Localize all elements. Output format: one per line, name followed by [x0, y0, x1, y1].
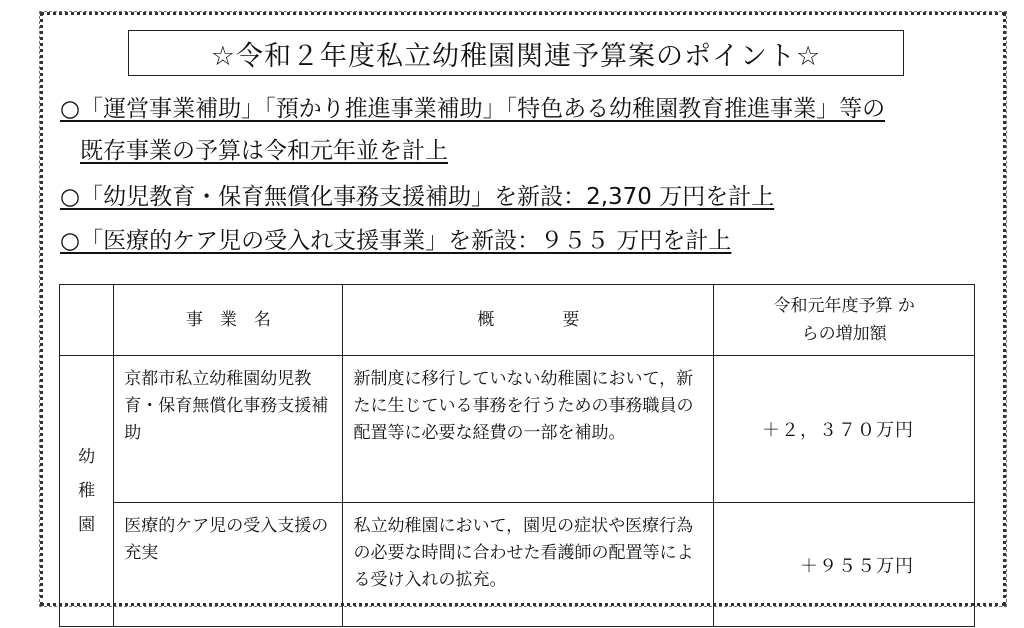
header-blank	[60, 285, 114, 356]
category-cell	[60, 356, 114, 627]
row-1-name: 京都市私立幼稚園幼児教育・保育無償化事務支援補助	[114, 356, 343, 503]
row-2-summary: 私立幼稚園において，園児の症状や医療行為の必要な時間に合わせた看護師の配置等による受け入れの拡充。	[343, 503, 714, 627]
header-increase	[714, 285, 975, 356]
table-header-row	[60, 285, 975, 356]
row-1-summary: 新制度に移行していない幼稚園において，新たに生じている事務を行うための事務職員の配置等に必要な経費の一部を補助。	[343, 356, 714, 503]
header-project-name: 事 業 名	[114, 285, 343, 356]
table-row	[60, 503, 975, 627]
header-summary: 概 要	[343, 285, 714, 356]
point-1-line-2: 既存事業の予算は令和元年並を計上	[80, 138, 448, 164]
row-2-amount: ＋９５５万円	[714, 503, 975, 627]
point-2: ○「幼児教育・保育無償化事務支援補助」を新設：2,370 万円を計上	[60, 184, 775, 210]
budget-table	[59, 284, 975, 627]
row-2-name: 医療的ケア児の受入支援の充実	[114, 503, 343, 627]
row-1-amount: ＋２，３７０万円	[714, 356, 975, 503]
page-title: ☆令和２年度私立幼稚園関連予算案のポイント☆	[128, 30, 904, 76]
header-increase-text: 令和元年度予算 からの増加額	[773, 296, 915, 344]
table-row	[60, 356, 975, 503]
point-3: ○「医療的ケア児の受入れ支援事業」を新設：９５５ 万円を計上	[60, 228, 732, 254]
category-label: 幼稚園	[78, 447, 96, 535]
point-1-line-1: ○「運営事業補助」「預かり推進事業補助」「特色ある幼稚園教育推進事業」等の	[60, 96, 886, 122]
